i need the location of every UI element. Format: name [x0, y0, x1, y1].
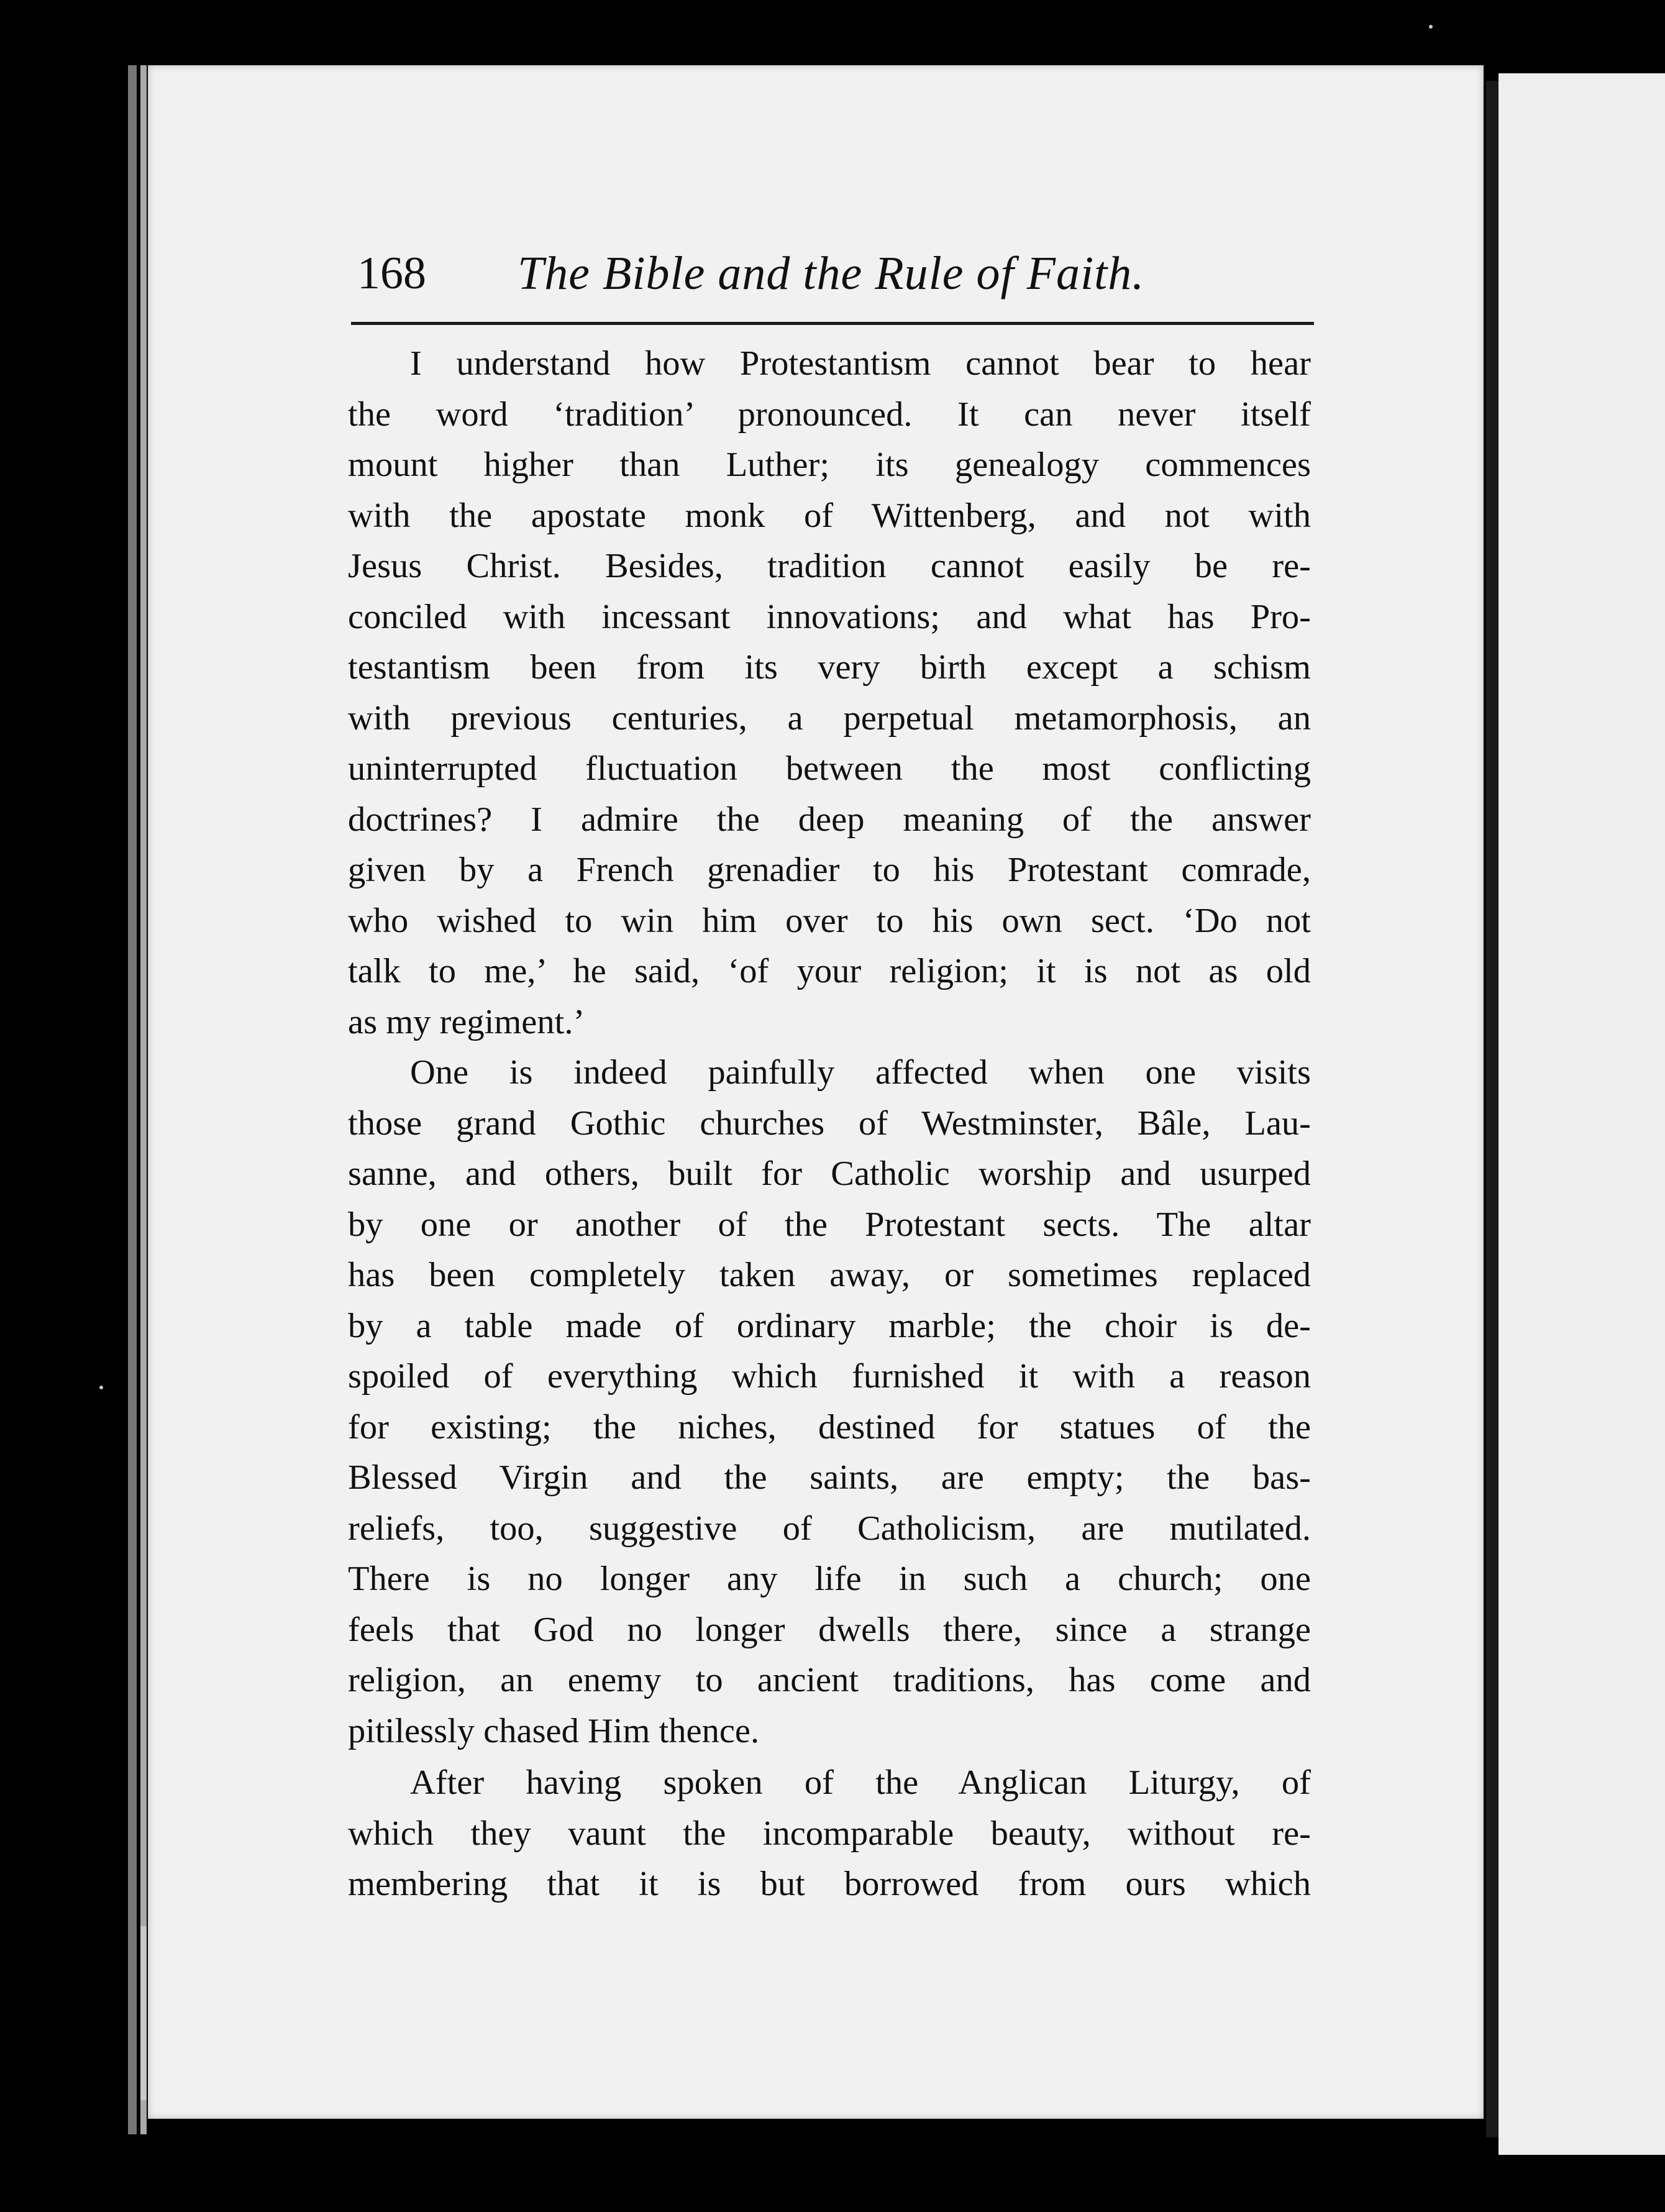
body-text [348, 339, 1311, 1910]
running-head [357, 239, 1314, 308]
binding-edge [128, 65, 137, 2134]
text-line: conciled with incessant innovations; and what has Pro- [348, 597, 1311, 636]
page-number: 168 [357, 248, 426, 299]
text-line: by one or another of the Protestant sects. The altar [348, 1205, 1311, 1244]
scan-speck [99, 1386, 103, 1389]
text-line: as my regiment.’ [348, 1002, 585, 1041]
text-line: has been completely taken away, or sometimes replaced [348, 1256, 1311, 1294]
text-line: There is no longer any life in such a church; one [348, 1560, 1311, 1598]
scan-speck [1429, 25, 1433, 29]
text-line: pitilessly chased Him thence. [348, 1711, 760, 1750]
binding-edge [140, 1926, 147, 2100]
text-line: Blessed Virgin and the saints, are empty; the bas- [348, 1458, 1311, 1497]
text-line: uninterrupted fluctuation between the most conflicting [348, 749, 1311, 788]
text-line: I understand how Protestantism cannot bear to hear [410, 344, 1311, 383]
text-line: given by a French grenadier to his Protestant comrade, [348, 851, 1311, 889]
text-line: for existing; the niches, destined for statues of the [348, 1407, 1311, 1446]
text-line: spoiled of everything which furnished it with a reason [348, 1357, 1311, 1396]
text-line: One is indeed painfully affected when one visits [410, 1053, 1311, 1092]
page-gutter [1486, 81, 1498, 2137]
text-line: sanne, and others, built for Catholic worship and usurped [348, 1154, 1311, 1193]
text-line: After having spoken of the Anglican Liturgy, of [410, 1763, 1311, 1802]
paragraph [348, 1758, 1311, 1910]
text-line: with the apostate monk of Wittenberg, and not with [348, 496, 1311, 535]
facing-page-edge [1498, 73, 1665, 2155]
head-rule [351, 322, 1314, 325]
text-line: which they vaunt the incomparable beauty, without re- [348, 1814, 1311, 1853]
text-line: testantism been from its very birth except a schism [348, 648, 1311, 687]
text-line: talk to me,’ he said, ‘of your religion; it is not as old [348, 952, 1311, 990]
paragraph [348, 339, 1311, 1048]
text-line: membering that it is but borrowed from ours which [348, 1865, 1311, 1903]
text-line: who wished to win him over to his own sect. ‘Do not [348, 901, 1311, 940]
text-line: reliefs, too, suggestive of Catholicism, are mutilated. [348, 1509, 1311, 1548]
text-line: Jesus Christ. Besides, tradition cannot easily be re- [348, 547, 1311, 585]
paragraph [348, 1048, 1311, 1757]
text-line: religion, an enemy to ancient traditions, has come and [348, 1661, 1311, 1699]
text-line: mount higher than Luther; its genealogy commences [348, 446, 1311, 484]
binding-edge [140, 65, 147, 2134]
text-line: with previous centuries, a perpetual metamorphosis, an [348, 698, 1311, 738]
running-title: The Bible and the Rule of Faith. [518, 247, 1145, 299]
text-line: by a table made of ordinary marble; the choir is de- [348, 1306, 1311, 1345]
text-line: those grand Gothic churches of Westminster, Bâle, Lau- [348, 1104, 1311, 1143]
text-line: the word ‘tradition’ pronounced. It can never itself [348, 395, 1311, 434]
text-line: doctrines? I admire the deep meaning of the answer [348, 800, 1311, 839]
text-line: feels that God no longer dwells there, since a strange [348, 1610, 1311, 1649]
